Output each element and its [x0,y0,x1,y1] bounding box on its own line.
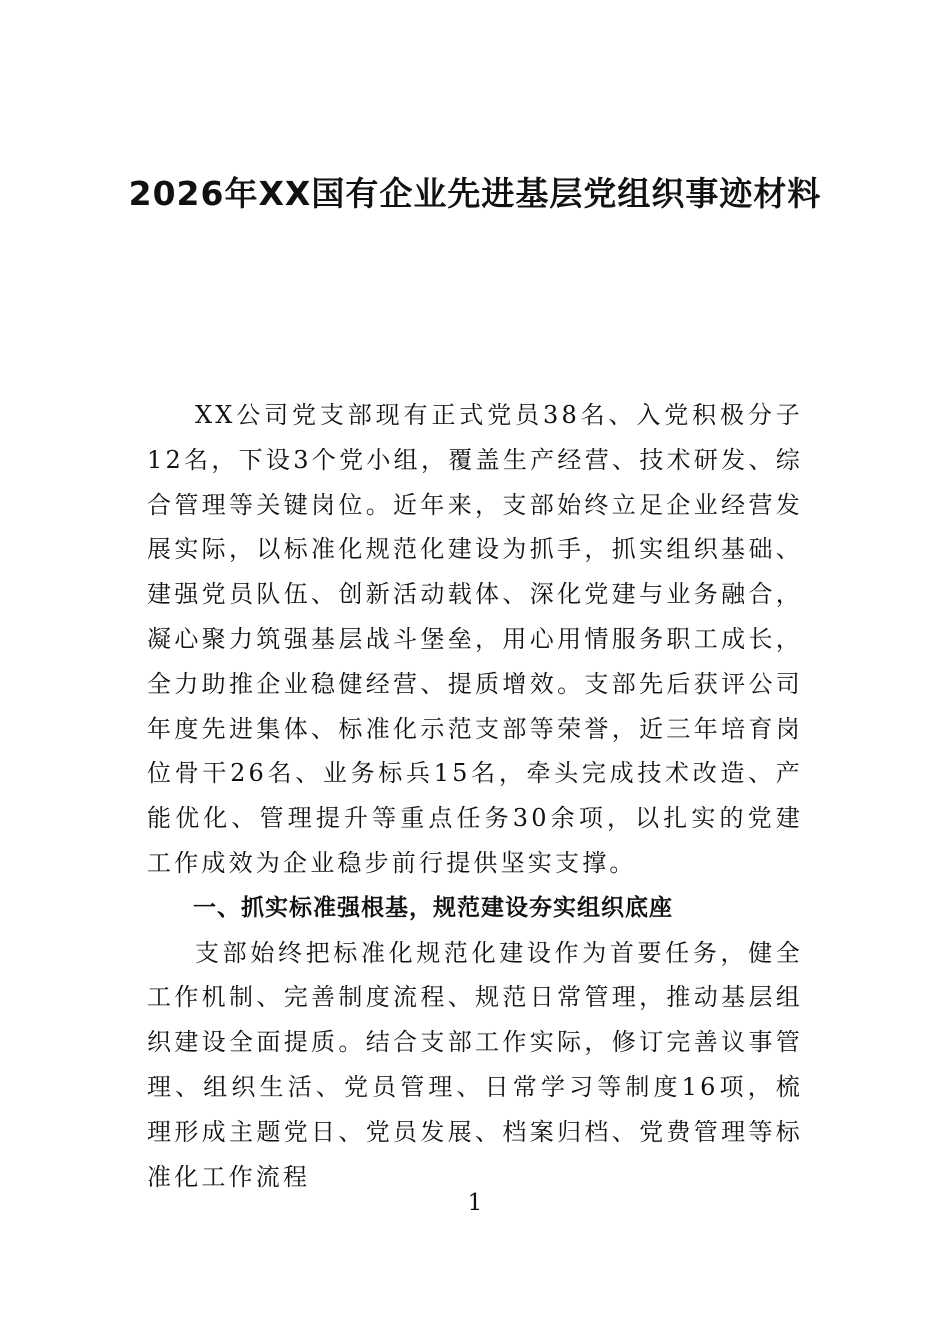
document-body [147,393,803,1199]
section-heading-1: 一、抓实标准强根基，规范建设夯实组织底座 [193,894,673,921]
page-number: 1 [467,1190,483,1216]
section-1-paragraph: 支部始终把标准化规范化建设作为首要任务，健全工作机制、完善制度流程、规范日常管理，推动基层组织建设全面提质。结合支部工作实际，修订完善议事管理、组织生活、党员管理、日常学习等制度16项，梳理形成主题党日、党员发展、档案归档、党费管理等标准化工作流程 [147,938,803,1191]
document-title: 2026年XX国有企业先进基层党组织事迹材料 [128,174,822,213]
intro-paragraph: XX公司党支部现有正式党员38名、入党积极分子12名，下设3个党小组，覆盖生产经营、技术研发、综合管理等关键岗位。近年来，支部始终立足企业经营发展实际，以标准化规范化建设为抓手，抓实组织基础、建强党员队伍、创新活动载体、深化党建与业务融合，凝心聚力筑强基层战斗堡垒，用心用情服务职工成长，全力助推企业稳健经营、提质增效。支部先后获评公司年度先进集体、标准化示范支部等荣誉，近三年培育岗位骨干26名、业务标兵15名，牵头完成技术改造、产能优化、管理提升等重点任务30余项，以扎实的党建工作成效为企业稳步前行提供坚实支撑。 [147,401,803,877]
